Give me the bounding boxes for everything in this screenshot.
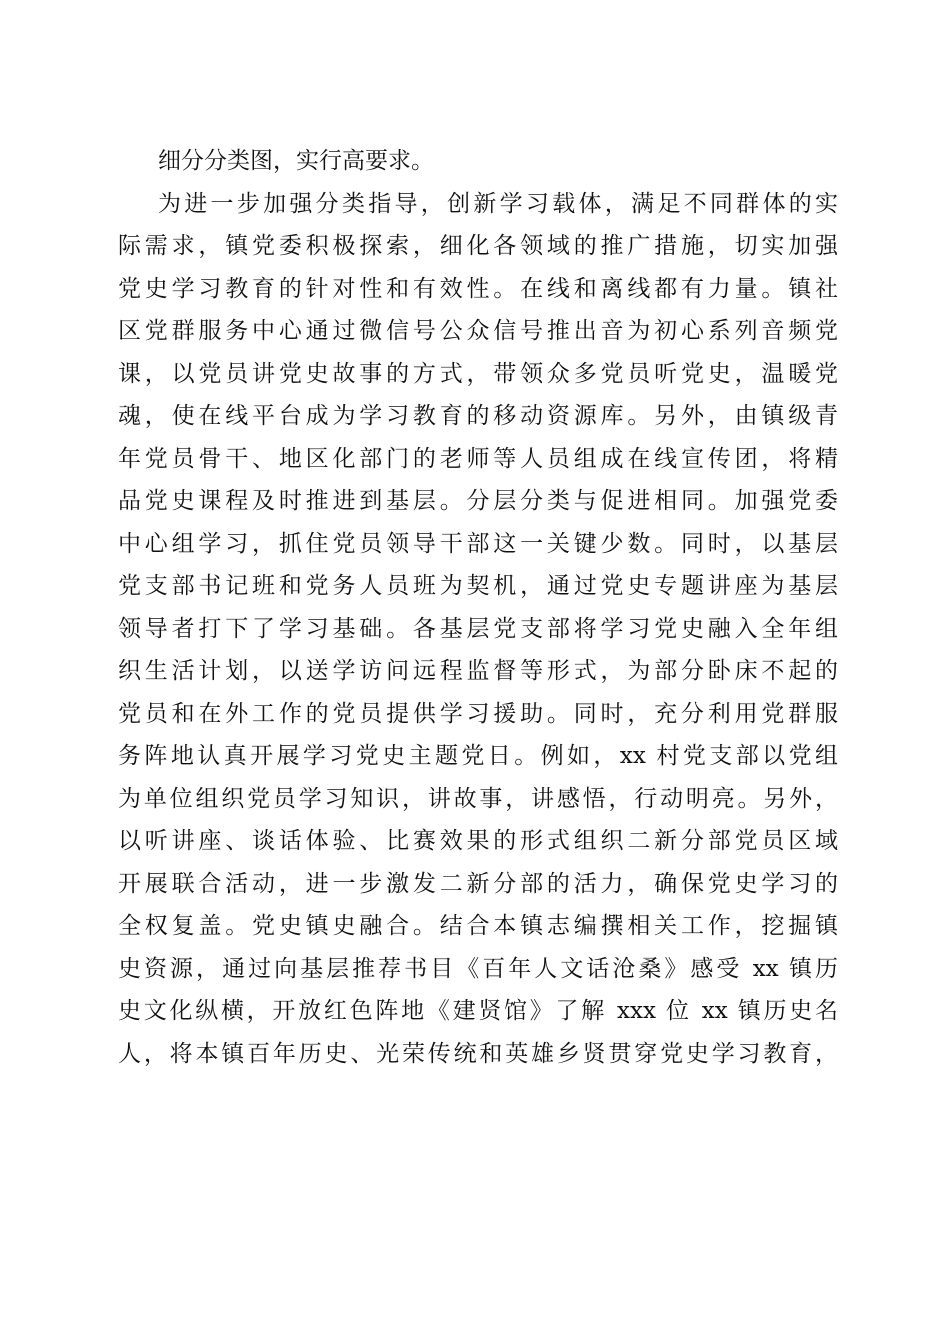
text-line: 细分分类图，实行高要求。 [158, 148, 434, 174]
text-line: 全权复盖。党史镇史融合。结合本镇志编撰相关工作，挖掘镇 [118, 913, 838, 939]
text-line: 开展联合活动，进一步激发二新分部的活力，确保党史学习的 [118, 870, 838, 897]
text-line: 织生活计划，以送学访问远程监督等形式，为部分卧床不起的 [118, 658, 838, 684]
body-text [118, 140, 838, 1075]
text-line: 史资源，通过向基层推荐书目《百年人文话沧桑》感受 xx 镇历 [118, 955, 838, 982]
text-line: 区党群服务中心通过微信号公众信号推出音为初心系列音频党 [118, 318, 838, 344]
text-line: 党史学习教育的针对性和有效性。在线和离线都有力量。镇社 [118, 275, 838, 302]
text-line: 务阵地认真开展学习党史主题党日。例如，xx 村党支部以党组 [118, 743, 838, 769]
text-line: 为进一步加强分类指导，创新学习载体，满足不同群体的实 [158, 190, 838, 217]
text-line: 品党史课程及时推进到基层。分层分类与促进相同。加强党委 [118, 488, 838, 514]
text-line: 魂，使在线平台成为学习教育的移动资源库。另外，由镇级青 [118, 403, 838, 429]
text-line: 党员和在外工作的党员提供学习援助。同时，充分利用党群服 [118, 700, 838, 727]
text-line: 为单位组织党员学习知识，讲故事，讲感悟，行动明亮。另外， [118, 785, 838, 812]
text-line: 年党员骨干、地区化部门的老师等人员组成在线宣传团，将精 [118, 445, 838, 472]
text-line: 党支部书记班和党务人员班为契机，通过党史专题讲座为基层 [118, 573, 838, 599]
text-line: 际需求，镇党委积极探索，细化各领域的推广措施，切实加强 [118, 233, 838, 259]
text-line: 课，以党员讲党史故事的方式，带领众多党员听党史，温暖党 [118, 360, 838, 387]
text-line: 中心组学习，抓住党员领导干部这一关键少数。同时，以基层 [118, 530, 838, 557]
text-line: 人，将本镇百年历史、光荣传统和英雄乡贤贯穿党史学习教育， [118, 1040, 838, 1067]
text-line: 领导者打下了学习基础。各基层党支部将学习党史融入全年组 [118, 615, 838, 642]
text-line: 以听讲座、谈话体验、比赛效果的形式组织二新分部党员区域 [118, 828, 838, 854]
text-line: 史文化纵横，开放红色阵地《建贤馆》了解 xxx 位 xx 镇历史名 [118, 998, 838, 1024]
